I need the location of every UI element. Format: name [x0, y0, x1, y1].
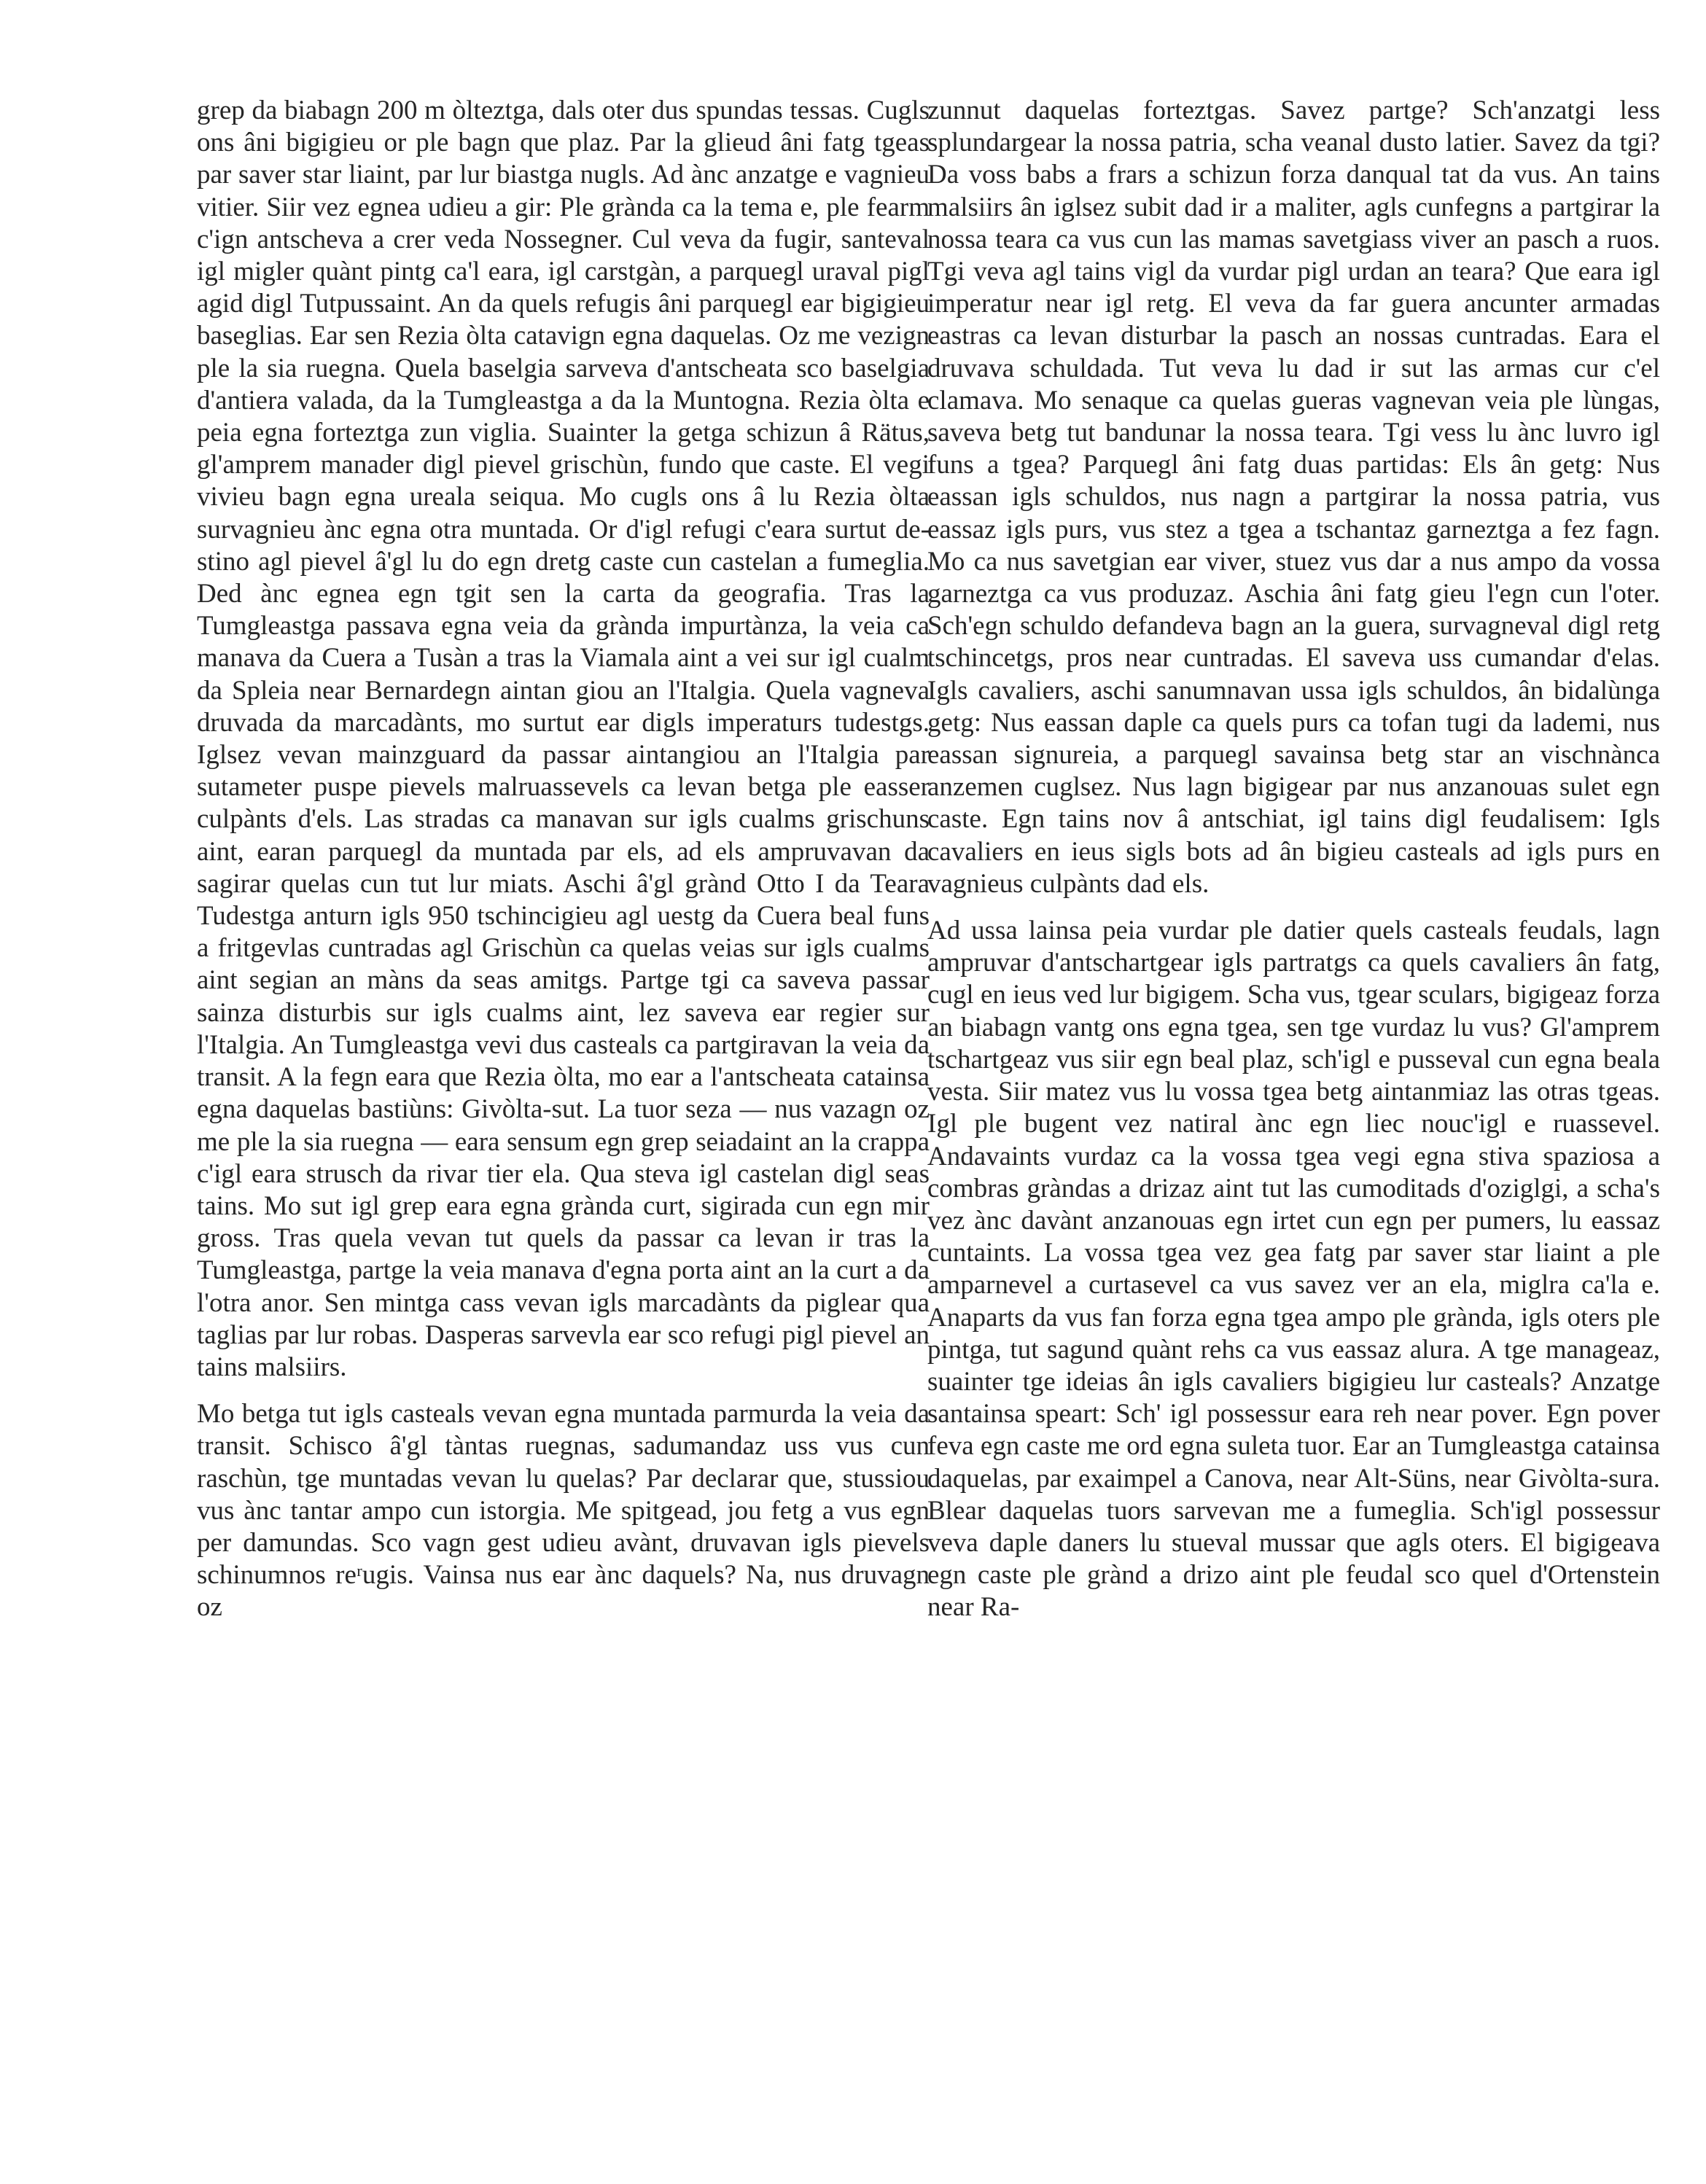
- left-text-column: [197, 95, 930, 1624]
- left-paragraph-2: Mo betga tut igls casteals vevan egna muntada parmurda la veia da transit. Schisco â'gl tàntas ruegnas, sadumandaz uss vus cun raschùn, tge muntadas vevan lu quelas? Par declarar que, stussiou vus ànc tantar ampo cun istorgia. Me spitgead, jou fetg a vus egn per damundas. Sco vagn gest udieu avànt, druvavan igls pievels schinumnos reʳugis. Vainsa nus ear ànc daquels? Na, nus druvagn oz: [197, 1399, 930, 1623]
- right-paragraph-2: Ad ussa lainsa peia vurdar ple datier quels casteals feudals, lagn ampruvar d'antschartgear igls partratgs ca quels cavaliers ân fatg, cugl en ieus ved lur bigigem. Scha vus, tgear sculars, bigigeaz forza an biabagn vantg ons egna tgea, sen tge vurdaz lu vus? Gl'amprem tschartgeaz vus siir egn beal plaz, sch'igl e pusseval cun egna beala vesta. Siir matez vus lu vossa tgea betg aintanmiaz las otras tgeas. Igl ple bugent vez natiral ànc egn liec nouc'igl e ruassevel. Andavaints vurdaz ca la vossa tgea vegi egna stiva spaziosa a combras gràndas a drizaz aint tut las cumoditads d'oziglgi, a scha's vez ànc davànt anzanouas egn irtet cun egn per pumers, lu eassaz cuntaints. La vossa tgea vez gea fatg par saver star liaint a ple amparnevel a curtasevel ca vus savez ver an ela, miglra ca'la e. Anaparts da vus fan forza egna tgea ampo ple grànda, igls oters ple pintga, tut sagund quànt rehs ca vus eassaz alura. A tge manageaz, suainter tge ideias ân igls cavaliers bigigieu lur casteals? Anzatge santainsa speart: Sch' igl possessur eara reh near pover. Egn pover feva egn caste me ord egna suleta tuor. Ear an Tumgleastga catainsa daquelas, par exaimpel a Canova, near Alt-Süns, near Givòlta-sura. Blear daquelas tuors sarvevan me a fumeglia. Sch'igl possessur veva daple daners lu stueval mussar que agls oters. El bigigeava egn caste ple grànd a drizo aint ple feudal sco quel d'Ortenstein near Ra-: [927, 916, 1660, 1623]
- right-paragraph-1: zunnut daquelas forteztgas. Savez partge? Sch'anzatgi less splundargear la nossa patria, scha veanal dusto latier. Savez da tgi? Da voss babs a frars a schizun forza danqual tat da vus. An tains malsiirs ân iglsez subit dad ir a maliter, agls cunfegns a partgirar la nossa teara ca vus cun las mamas savetgiass viver an pasch a ruos. Tgi veva agl tains vigl da vurdar pigl urdan an teara? Que eara igl imperatur near igl retg. El veva da far guera ancunter armadas eastras ca levan disturbar la pasch an nossas cuntradas. Eara el druvava schuldada. Tut veva lu dad ir sut las armas cur c'el clamava. Mo senaque ca quelas gueras vagnevan veia ple lùngas, saveva betg tut bandunar la nossa teara. Tgi vess lu ànc luvro igl funs a tgea? Parquegl âni fatg duas partidas: Els ân getg: Nus eassan igls schuldos, nus nagn a partgirar la nossa patria, vus eassaz igls purs, vus stez a tgea a tschantaz garneztga a fez fagn. Mo ca nus savetgian ear viver, stuez vus dar a nus ampo da vossa garneztga ca vus produzaz. Aschia âni fatg gieu l'egn cun l'oter. Sch'egn schuldo defandeva bagn an la guera, survagneval digl retg tschincetgs, pros near cuntradas. El saveva uss cumandar d'elas. Igls cavaliers, aschi sanumnavan ussa igls schuldos, ân bidalùnga getg: Nus eassan daple ca quels purs ca tofan tugi da lademi, nus eassan signureia, a parquegl savainsa betg star an vischnànca anzemen cuglsez. Nus lagn bigigear par nus anzanouas sulet egn caste. Egn tains nov â antschiat, igl tains digl feudalisem: Igls cavaliers en ieus sigls bots ad ân bigieu casteals ad igls purs en vagnieus culpànts dad els.: [927, 95, 1660, 899]
- right-text-column: [927, 95, 1660, 1624]
- left-paragraph-1: grep da biabagn 200 m òlteztga, dals oter dus spundas tessas. Cugls ons âni bigigieu or ple bagn que plaz. Par la glieud âni fatg tgeas par saver star liaint, par lur biastga nugls. Ad ànc anzatge e vagnieu vitier. Siir vez egnea udieu a gir: Ple grànda ca la tema e, ple fearm c'ign antscheva a crer veda Nossegner. Cul veva da fugir, santeval igl migler quànt pintg ca'l eara, igl carstgàn, a parquegl uraval pigl agid digl Tutpussaint. An da quels refugis âni parquegl ear bigigieu baseglias. Ear sen Rezia òlta catavign egna daquelas. Oz me vezign ple la sia ruegna. Quela baselgia sarveva d'antscheata sco baselgia d'antiera valada, da la Tumgleastga a da la Muntogna. Rezia òlta e peia egna forteztga zun viglia. Suainter la getga schizun â Rätus, gl'amprem manader digl pievel grischùn, fundo que caste. El vegi vivieu bagn egna ureala seiqua. Mo cugls ons â lu Rezia òlta survagnieu ànc egna otra muntada. Or d'igl refugi c'eara surtut destino agl pievel â'gl lu do egn dretg caste cun castelan a fumeglia. Ded ànc egnea egn tgit sen la carta da geografia. Tras la Tumgleastga passava egna veia da grànda impurtànza, la veia ca manava da Cuera a Tusàn a tras la Viamala aint a vei sur igl cualm da Spleia near Bernardegn aintan giou an l'Italgia. Quela vagneva druvada da marcadànts, mo surtut ear digls imperaturs tudestgs. Iglsez vevan mainzguard da passar aintangiou an l'Italgia par sutameter puspe pievels malruassevels ca levan betga ple easser culpànts d'els. Las stradas ca manavan sur igls cualms grischuns aint, earan parquegl da muntada par els, ad els ampruvavan da sagirar quelas cun tut lur miats. Aschi â'gl grànd Otto I da Teara Tudestga anturn igls 950 tschincigieu agl uestg da Cuera beal funs a fritgevlas cuntradas agl Grischùn ca quelas veias sur igls cualms aint segian an màns da seas amitgs. Partge tgi ca saveva passar sainza disturbis sur igls cualms aint, lez saveva ear regier sur l'Italgia. An Tumgleastga vevi dus casteals ca partgiravan la veia da transit. A la fegn eara que Rezia òlta, mo ear a l'antscheata catainsa egna daquelas bastiùns: Givòlta-sut. La tuor seza — nus vazagn oz me ple la sia ruegna — eara sensum egn grep seiadaint an la crappa c'igl eara strusch da rivar tier ela. Qua steva igl castelan digl seas tains. Mo sut igl grep eara egna grànda curt, sigirada cun egn mir gross. Tras quela vevan tut quels da passar ca levan ir tras la Tumgleastga, partge la veia manava d'egna porta aint an la curt a da l'otra anor. Sen mintga cass vevan igls marcadànts da piglear qua taglias par lur robas. Dasperas sarvevla ear sco refugi pigl pievel an tains malsiirs.: [197, 95, 930, 1382]
